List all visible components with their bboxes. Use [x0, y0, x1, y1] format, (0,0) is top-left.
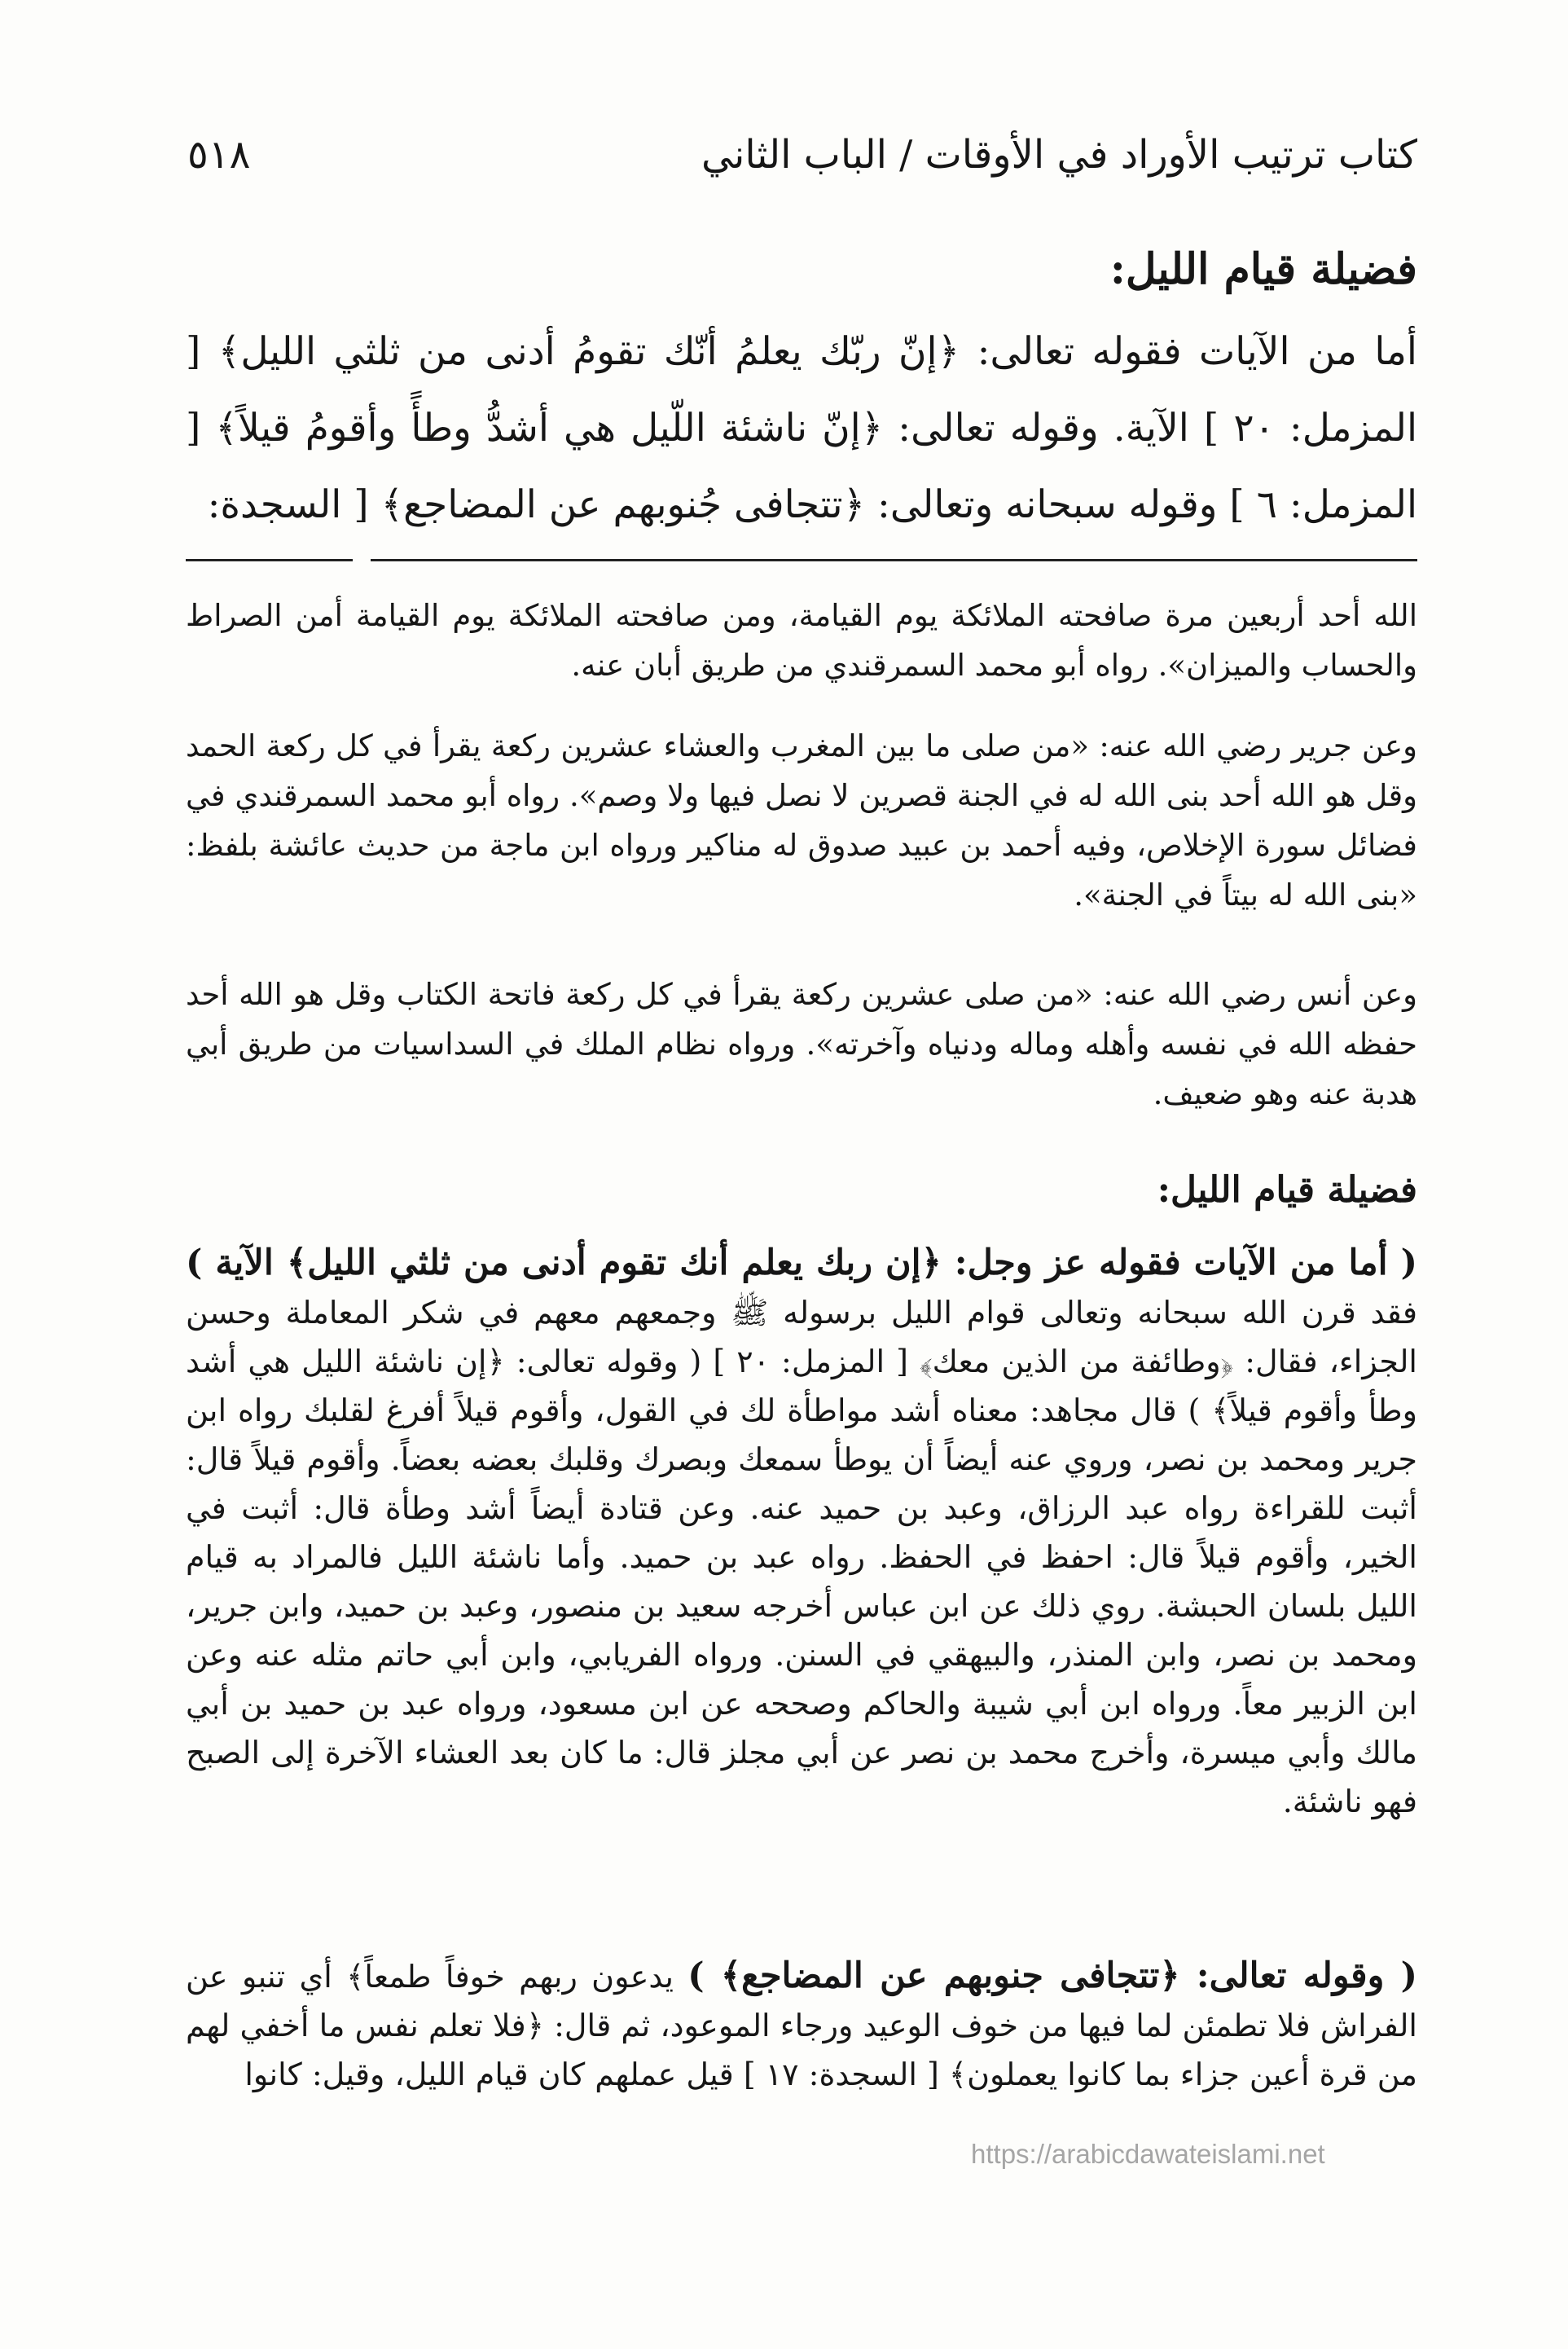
main-text: أما من الآيات فقوله تعالى: ﴿إنّ ربّك يعلمُ أنّك تقومُ أدنى من ثلثي الليل﴾ [ المزمل: ٢٠ ] الآية. وقوله تعالى: ﴿إنّ ناشئة اللّيل هي أشدُّ وطأً وأقومُ قيلاً﴾ [ المزمل: ٦ ] وقوله سبحانه وتعالى: ﴿تتجافى جُنوبهم عن المضاجع﴾ [ السجدة:	[186, 329, 1417, 527]
commentary-title: فضيلة قيام الليل:	[1157, 1169, 1417, 1211]
commentary-text: فقد قرن الله سبحانه وتعالى قوام الليل برسوله ﷺ وجمعهم معهم في شكر المعاملة وحسن الجزاء، فقال: ﴿وطائفة من الذين معك﴾ [ المزمل: ٢٠ ] ( وقوله تعالى: ﴿إن ناشئة الليل هي أشد وطأ وأقوم قيلاً﴾ ) قال مجاهد: معناه أشد مواطأة لك في القول، وأقوم قيلاً أفرغ لقلبك رواه ابن جرير ومحمد بن نصر، وروي عنه أيضاً أن يوطأ سمعك وبصرك وقلبك بعضه بعضاً. وأقوم قيلاً قال: أثبت للقراءة رواه عبد الرزاق، وعبد بن حميد عنه. وعن قتادة أيضاً أشد وطأة قال: أثبت في الخير، وأقوم قيلاً قال: احفظ في الحفظ. رواه عبد بن حميد. وأما ناشئة الليل فالمراد به قيام الليل بلسان الحبشة. روي ذلك عن ابن عباس أخرجه سعيد بن منصور، وعبد بن حميد، وابن جرير، ومحمد بن نصر، وابن المنذر، والبيهقي في السنن. ورواه الفريابي، وابن أبي حاتم مثله عنه وعن ابن الزبير معاً. ورواه ابن أبي شيبة والحاكم وصححه عن ابن مسعود، ورواه عبد بن حميد بن أبي مالك وأبي ميسرة، وأخرج محمد بن نصر عن أبي مجلز قال: ما كان بعد العشاء الآخرة إلى الصبح فهو ناشئة.	[186, 1295, 1417, 1819]
running-title: كتاب ترتيب الأوراد في الأوقات / الباب الثاني	[701, 132, 1417, 178]
commentary-paragraph	[186, 1238, 1417, 1826]
quoted-verse-2: ( وقوله تعالى: ﴿تتجافى جنوبهم عن المضاجع﴾ )	[687, 1955, 1417, 1996]
section-title: فضيلة قيام الليل:	[1109, 244, 1417, 294]
page-header	[187, 122, 1417, 187]
divider-line-long	[371, 559, 1417, 561]
footnote-anas: وعن أنس رضي الله عنه: «من صلى عشرين ركعة يقرأ في كل ركعة فاتحة الكتاب وقل هو الله أحد حفظه الله في نفسه وأهله وماله ودنياه وآخرته». ورواه نظام الملك في السداسيات من طريق أبي هدبة عنه وهو ضعيف.	[186, 977, 1417, 1111]
footnote-jarir: وعن جرير رضي الله عنه: «من صلى ما بين المغرب والعشاء عشرين ركعة يقرأ في كل ركعة الحمد وقل هو الله أحد بنى الله له في الجنة قصرين لا نصل فيها ولا وصم». رواه أبو محمد السمرقندي في فضائل سورة الإخلاص، وفيه أحمد بن عبيد صدوق له مناكير ورواه ابن ماجة من حديث عائشة بلفظ: «بنى الله له بيتاً في الجنة».	[186, 728, 1417, 913]
page-number: ٥١٨	[187, 132, 251, 178]
commentary-paragraph-2	[186, 1951, 1417, 2099]
watermark: https://arabicdawateislami.net	[971, 2139, 1325, 2169]
footnote-continuation: الله أحد أربعين مرة صافحته الملائكة يوم القيامة، ومن صافحته الملائكة يوم القيامة أمن الصراط والحساب والميزان». رواه أبو محمد السمرقندي من طريق أبان عنه.	[186, 598, 1417, 683]
footnote-divider	[186, 559, 1417, 565]
commentary-text-2: يدعون ربهم خوفاً طمعاً﴾ أي تنبو عن الفراش فلا تطمئن لما فيها من خوف الوعيد ورجاء الموعود، ثم قال: ﴿فلا تعلم نفس ما أخفي لهم من قرة أعين جزاء بما كانوا يعملون﴾ [ السجدة: ١٧ ] قيل عملهم كان قيام الليل، وقيل: كانوا	[186, 1959, 1417, 2092]
quoted-verse: ( أما من الآيات فقوله عز وجل: ﴿إن ربك يعلم أنك تقوم أدنى من ثلثي الليل﴾ الآية )	[186, 1243, 1417, 1283]
divider-line-short	[186, 559, 353, 561]
